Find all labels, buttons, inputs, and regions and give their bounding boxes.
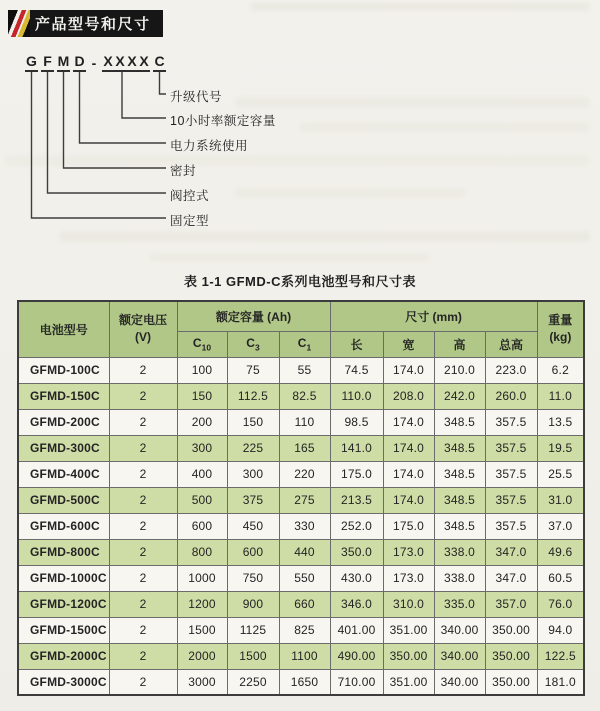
table-cell: 3000 bbox=[177, 669, 227, 695]
table-cell: 11.0 bbox=[537, 383, 584, 409]
table-cell: 2 bbox=[109, 383, 177, 409]
battery-model-cell: GFMD-3000C bbox=[18, 669, 109, 695]
table-cell: 98.5 bbox=[330, 409, 383, 435]
model-code-char: X bbox=[127, 53, 137, 69]
table-title: 表 1-1 GFMD-C系列电池型号和尺寸表 bbox=[183, 274, 416, 289]
table-cell: 347.0 bbox=[485, 565, 537, 591]
table-row bbox=[18, 617, 584, 643]
label-upgrade-code: 升级代号 bbox=[170, 90, 223, 104]
table-cell: 74.5 bbox=[330, 357, 383, 383]
bleedthrough-smudge bbox=[300, 122, 590, 132]
battery-model-cell: GFMD-100C bbox=[18, 357, 109, 383]
table-cell: 430.0 bbox=[330, 565, 383, 591]
col-header-height: 高 bbox=[434, 331, 485, 357]
model-code-char: G bbox=[25, 53, 38, 72]
table-cell: 223.0 bbox=[485, 357, 537, 383]
table-cell: 600 bbox=[177, 513, 227, 539]
table-cell: 174.0 bbox=[383, 435, 434, 461]
table-cell: 348.5 bbox=[434, 461, 485, 487]
table-cell: 357.5 bbox=[485, 435, 537, 461]
table-cell: 1200 bbox=[177, 591, 227, 617]
col-group-size: 尺寸 (mm) bbox=[330, 301, 537, 331]
table-cell: 490.00 bbox=[330, 643, 383, 669]
label-sealed: 密封 bbox=[170, 164, 197, 178]
table-cell: 2 bbox=[109, 409, 177, 435]
table-cell: 49.6 bbox=[537, 539, 584, 565]
battery-model-cell: GFMD-200C bbox=[18, 409, 109, 435]
table-cell: 357.5 bbox=[485, 487, 537, 513]
table-cell: 1500 bbox=[177, 617, 227, 643]
table-cell: 900 bbox=[227, 591, 279, 617]
table-cell: 660 bbox=[279, 591, 330, 617]
table-cell: 375 bbox=[227, 487, 279, 513]
model-code-char: X bbox=[103, 53, 113, 69]
table-cell: 350.0 bbox=[330, 539, 383, 565]
bleedthrough-smudge bbox=[235, 97, 590, 108]
table-cell: 400 bbox=[177, 461, 227, 487]
table-cell: 2000 bbox=[177, 643, 227, 669]
table-row bbox=[18, 409, 584, 435]
table-cell: 825 bbox=[279, 617, 330, 643]
table-cell: 31.0 bbox=[537, 487, 584, 513]
table-cell: 335.0 bbox=[434, 591, 485, 617]
table-cell: 310.0 bbox=[383, 591, 434, 617]
table-cell: 275 bbox=[279, 487, 330, 513]
table-cell: 2 bbox=[109, 461, 177, 487]
table-cell: 750 bbox=[227, 565, 279, 591]
col-header-c10: $C_{10}$ bbox=[177, 331, 227, 357]
table-row bbox=[18, 591, 584, 617]
col-header-length: 长 bbox=[330, 331, 383, 357]
table-cell: 350.00 bbox=[383, 643, 434, 669]
table-cell: 165 bbox=[279, 435, 330, 461]
table-cell: 348.5 bbox=[434, 409, 485, 435]
col-header-width: 宽 bbox=[383, 331, 434, 357]
table-row bbox=[18, 461, 584, 487]
table-cell: 173.0 bbox=[383, 565, 434, 591]
table-row bbox=[18, 539, 584, 565]
table-cell: 2 bbox=[109, 565, 177, 591]
table-cell: 1650 bbox=[279, 669, 330, 695]
table-cell: 100 bbox=[177, 357, 227, 383]
table-cell: 174.0 bbox=[383, 461, 434, 487]
table-cell: 2 bbox=[109, 435, 177, 461]
col-header-weight-line1: 重量 bbox=[548, 312, 573, 327]
table-cell: 1000 bbox=[177, 565, 227, 591]
model-code-char: M bbox=[57, 53, 70, 72]
table-cell: 110 bbox=[279, 409, 330, 435]
table-cell: 2 bbox=[109, 591, 177, 617]
table-cell: 1125 bbox=[227, 617, 279, 643]
table-cell: 600 bbox=[227, 539, 279, 565]
table-cell: 357.0 bbox=[485, 591, 537, 617]
table-cell: 252.0 bbox=[330, 513, 383, 539]
table-cell: 2 bbox=[109, 617, 177, 643]
table-cell: 225 bbox=[227, 435, 279, 461]
table-cell: 300 bbox=[227, 461, 279, 487]
table-cell: 346.0 bbox=[330, 591, 383, 617]
table-cell: 357.5 bbox=[485, 409, 537, 435]
col-header-c1: $C_1$ bbox=[279, 331, 330, 357]
table-cell: 710.00 bbox=[330, 669, 383, 695]
bleedthrough-smudge bbox=[150, 253, 430, 262]
table-cell: 357.5 bbox=[485, 513, 537, 539]
table-cell: 2 bbox=[109, 539, 177, 565]
table-cell: 800 bbox=[177, 539, 227, 565]
table-cell: 19.5 bbox=[537, 435, 584, 461]
table-cell: 347.0 bbox=[485, 539, 537, 565]
battery-model-cell: GFMD-300C bbox=[18, 435, 109, 461]
model-code-char: C bbox=[153, 53, 166, 72]
battery-model-cell: GFMD-1500C bbox=[18, 617, 109, 643]
table-cell: 174.0 bbox=[383, 357, 434, 383]
table-cell: 25.5 bbox=[537, 461, 584, 487]
table-cell: 348.5 bbox=[434, 513, 485, 539]
bleedthrough-smudge bbox=[235, 188, 465, 198]
table-cell: 2 bbox=[109, 357, 177, 383]
table-cell: 2 bbox=[109, 643, 177, 669]
table-cell: 175.0 bbox=[330, 461, 383, 487]
table-row bbox=[18, 383, 584, 409]
battery-model-cell: GFMD-600C bbox=[18, 513, 109, 539]
table-cell: 351.00 bbox=[383, 669, 434, 695]
table-cell: 110.0 bbox=[330, 383, 383, 409]
table-cell: 174.0 bbox=[383, 487, 434, 513]
battery-model-cell: GFMD-500C bbox=[18, 487, 109, 513]
table-cell: 350.00 bbox=[485, 669, 537, 695]
table-cell: 55 bbox=[279, 357, 330, 383]
table-cell: 330 bbox=[279, 513, 330, 539]
model-code-char: D bbox=[73, 53, 86, 72]
table-row bbox=[18, 435, 584, 461]
table-row bbox=[18, 565, 584, 591]
table-cell: 440 bbox=[279, 539, 330, 565]
table-cell: 122.5 bbox=[537, 643, 584, 669]
table-cell: 340.00 bbox=[434, 669, 485, 695]
table-cell: 2 bbox=[109, 669, 177, 695]
col-header-voltage bbox=[109, 301, 177, 357]
table-cell: 141.0 bbox=[330, 435, 383, 461]
table-cell: 175.0 bbox=[383, 513, 434, 539]
col-group-capacity: 额定容量 (Ah) bbox=[177, 301, 330, 331]
battery-model-cell: GFMD-800C bbox=[18, 539, 109, 565]
table-cell: 150 bbox=[177, 383, 227, 409]
table-cell: 37.0 bbox=[537, 513, 584, 539]
table-cell: 401.00 bbox=[330, 617, 383, 643]
table-cell: 340.00 bbox=[434, 617, 485, 643]
table-cell: 350.00 bbox=[485, 643, 537, 669]
table-row bbox=[18, 357, 584, 383]
col-header-model: 电池型号 bbox=[18, 301, 109, 357]
battery-model-cell: GFMD-1000C bbox=[18, 565, 109, 591]
battery-table-body bbox=[18, 357, 584, 695]
table-cell: 338.0 bbox=[434, 539, 485, 565]
col-header-weight-line2: (kg) bbox=[549, 330, 572, 345]
table-cell: 357.5 bbox=[485, 461, 537, 487]
model-code-char: X bbox=[115, 53, 125, 69]
model-code-char: X bbox=[139, 53, 149, 69]
table-cell: 76.0 bbox=[537, 591, 584, 617]
label-stationary-type: 固定型 bbox=[170, 214, 210, 228]
table-cell: 500 bbox=[177, 487, 227, 513]
table-cell: 6.2 bbox=[537, 357, 584, 383]
label-rated-capacity: 10小时率额定容量 bbox=[170, 114, 276, 128]
table-cell: 2 bbox=[109, 513, 177, 539]
battery-model-cell: GFMD-150C bbox=[18, 383, 109, 409]
col-header-weight bbox=[537, 301, 584, 357]
col-header-c3: $C_3$ bbox=[227, 331, 279, 357]
table-cell: 13.5 bbox=[537, 409, 584, 435]
model-code-char: - bbox=[91, 55, 97, 71]
table-row bbox=[18, 487, 584, 513]
battery-model-cell: GFMD-1200C bbox=[18, 591, 109, 617]
table-cell: 60.5 bbox=[537, 565, 584, 591]
bleedthrough-smudge bbox=[60, 231, 590, 242]
table-row bbox=[18, 669, 584, 695]
table-row bbox=[18, 513, 584, 539]
table-cell: 348.5 bbox=[434, 435, 485, 461]
table-cell: 260.0 bbox=[485, 383, 537, 409]
table-cell: 220 bbox=[279, 461, 330, 487]
battery-spec-table bbox=[17, 300, 585, 696]
table-cell: 338.0 bbox=[434, 565, 485, 591]
table-cell: 173.0 bbox=[383, 539, 434, 565]
col-header-voltage-line2: (V) bbox=[135, 330, 151, 345]
table-cell: 150 bbox=[227, 409, 279, 435]
table-cell: 348.5 bbox=[434, 487, 485, 513]
table-cell: 2 bbox=[109, 487, 177, 513]
battery-model-cell: GFMD-400C bbox=[18, 461, 109, 487]
model-code-char: F bbox=[41, 53, 54, 72]
table-cell: 82.5 bbox=[279, 383, 330, 409]
label-valve-regulated: 阀控式 bbox=[170, 189, 210, 203]
table-cell: 174.0 bbox=[383, 409, 434, 435]
table-cell: 351.00 bbox=[383, 617, 434, 643]
table-cell: 208.0 bbox=[383, 383, 434, 409]
table-cell: 75 bbox=[227, 357, 279, 383]
bleedthrough-smudge bbox=[250, 2, 590, 11]
table-cell: 210.0 bbox=[434, 357, 485, 383]
table-cell: 112.5 bbox=[227, 383, 279, 409]
table-cell: 340.00 bbox=[434, 643, 485, 669]
table-cell: 450 bbox=[227, 513, 279, 539]
table-cell: 350.00 bbox=[485, 617, 537, 643]
section-title: 产品型号和尺寸 bbox=[35, 16, 151, 33]
table-cell: 550 bbox=[279, 565, 330, 591]
label-power-system: 电力系统使用 bbox=[170, 139, 249, 153]
table-cell: 200 bbox=[177, 409, 227, 435]
table-cell: 1500 bbox=[227, 643, 279, 669]
table-cell: 2250 bbox=[227, 669, 279, 695]
table-cell: 181.0 bbox=[537, 669, 584, 695]
battery-model-cell: GFMD-2000C bbox=[18, 643, 109, 669]
col-header-voltage-line1: 额定电压 bbox=[118, 312, 167, 327]
col-header-total-height: 总高 bbox=[485, 331, 537, 357]
table-cell: 300 bbox=[177, 435, 227, 461]
table-cell: 242.0 bbox=[434, 383, 485, 409]
table-cell: 1100 bbox=[279, 643, 330, 669]
table-cell: 213.5 bbox=[330, 487, 383, 513]
table-row bbox=[18, 643, 584, 669]
table-cell: 94.0 bbox=[537, 617, 584, 643]
